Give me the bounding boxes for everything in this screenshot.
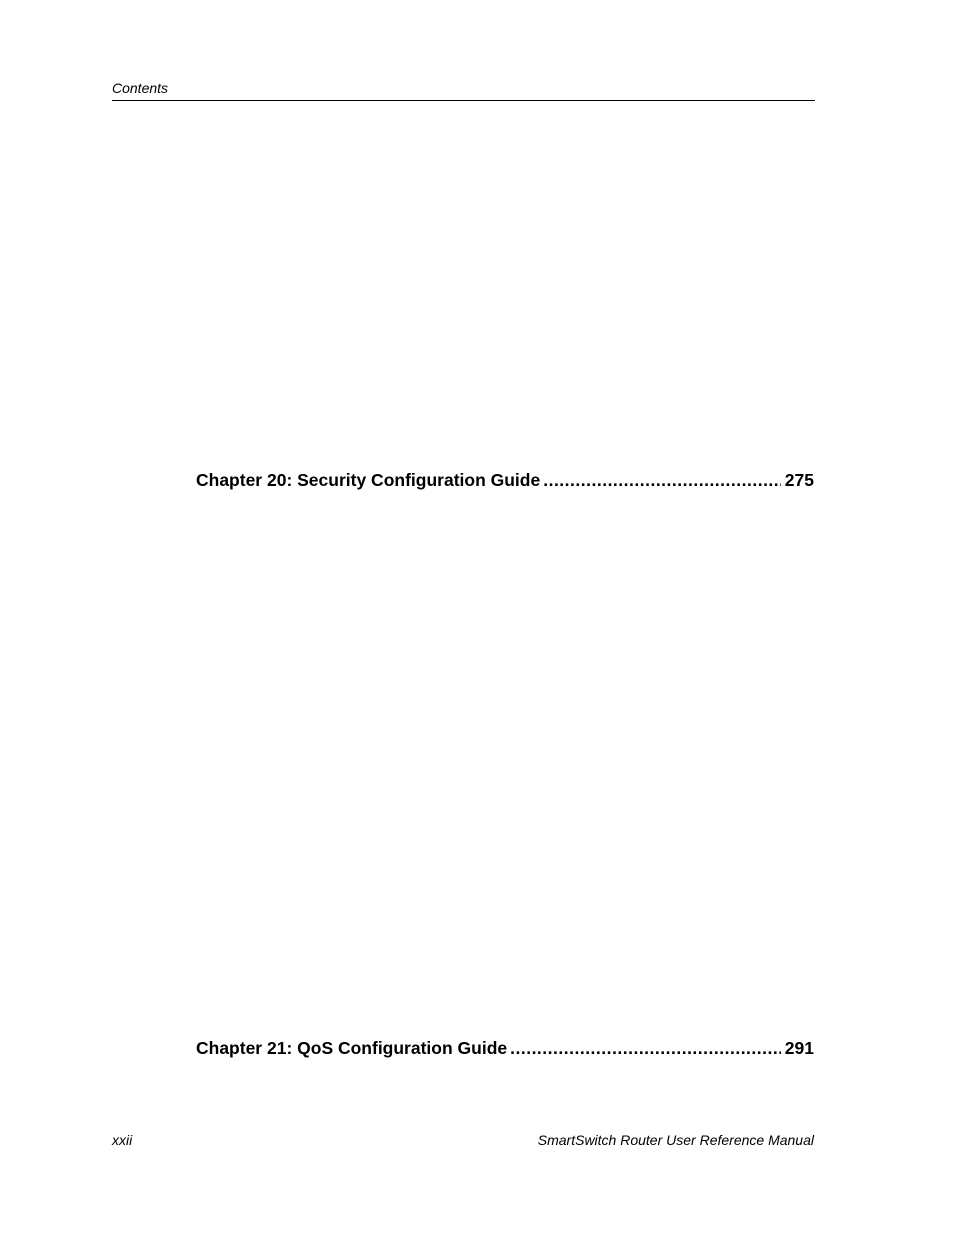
header-rule — [112, 100, 815, 101]
toc-dot-leader — [543, 469, 781, 491]
toc-entry-page: 275 — [784, 470, 814, 490]
toc-entry-page: 291 — [784, 1038, 814, 1058]
toc-entry[interactable] — [196, 1037, 814, 1059]
toc-entry[interactable] — [196, 469, 814, 491]
toc-dot-leader — [510, 1037, 781, 1059]
toc-entry-title: Chapter 20: Security Configuration Guide — [196, 470, 541, 490]
page-footer — [112, 1131, 814, 1149]
toc-entry-title: Chapter 21: QoS Configuration Guide — [196, 1038, 508, 1058]
footer-manual-title: SmartSwitch Router User Reference Manual — [537, 1132, 814, 1148]
running-head: Contents — [112, 80, 169, 96]
footer-page-number: xxii — [112, 1132, 133, 1148]
